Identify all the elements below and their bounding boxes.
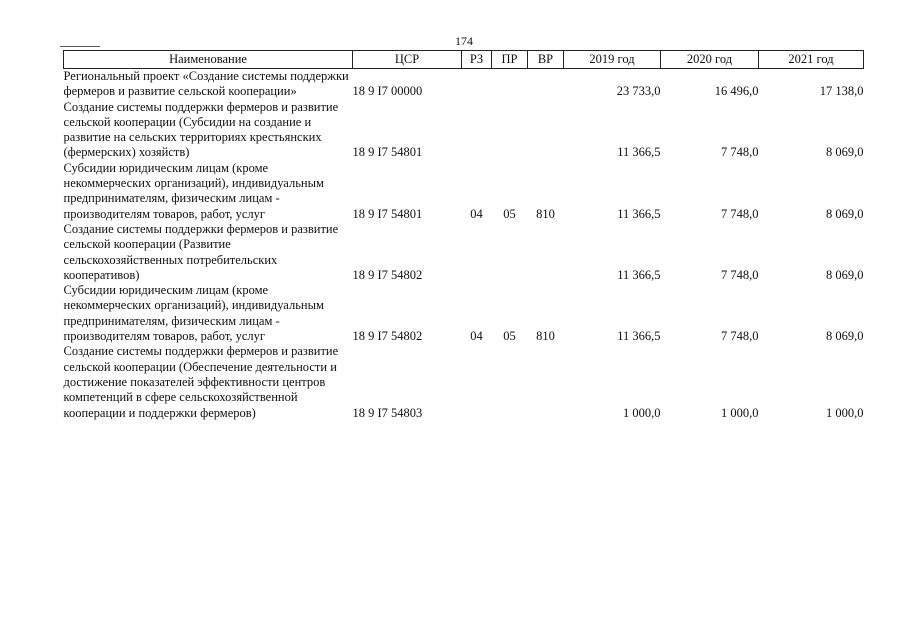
table-row	[64, 161, 864, 222]
row-2020: 7 748,0	[721, 145, 759, 160]
row-name: Создание системы поддержки фермеров и развитие сельской кооперации (Развитие сельскохозяйственных потребительских кооперативов)	[63, 221, 339, 282]
col-header-csr: ЦСР	[353, 51, 462, 69]
row-rz: 04	[470, 206, 483, 221]
row-2021: 1 000,0	[826, 405, 864, 420]
row-rz	[462, 222, 492, 283]
table-row	[64, 100, 864, 161]
table-row	[64, 344, 864, 420]
row-2020: 7 748,0	[721, 329, 759, 344]
col-header-2021: 2021 год	[759, 51, 864, 69]
row-2021: 8 069,0	[826, 267, 864, 282]
table-header-row	[64, 51, 864, 69]
row-name: Создание системы поддержки фермеров и развитие сельской кооперации (Субсидии на создание и развитие на сельских территориях крестьянских (фермерских) хозяйств)	[63, 99, 339, 160]
row-vr: 810	[536, 206, 555, 221]
row-2019: 11 366,5	[617, 206, 661, 221]
row-name: Субсидии юридическим лицам (кроме некоммерческих организаций), индивидуальным предпринимателям, физическим лицам - производителям товаров, работ, услуг	[63, 160, 324, 221]
table-row	[64, 283, 864, 344]
row-name: Субсидии юридическим лицам (кроме некоммерческих организаций), индивидуальным предпринимателям, физическим лицам - производителям товаров, работ, услуг	[63, 283, 324, 344]
row-2021: 8 069,0	[826, 206, 864, 221]
row-pr	[492, 222, 528, 283]
row-vr	[528, 69, 564, 100]
col-header-name: Наименование	[64, 51, 353, 69]
row-vr: 810	[536, 329, 555, 344]
row-rz	[462, 100, 492, 161]
budget-table	[63, 50, 864, 421]
row-csr: 18 9 I7 54802	[352, 267, 423, 282]
row-2021: 17 138,0	[819, 84, 864, 99]
row-2020: 7 748,0	[721, 267, 759, 282]
page-number: 174	[455, 34, 473, 48]
row-vr	[528, 222, 564, 283]
row-csr: 18 9 I7 54801	[352, 206, 423, 221]
row-pr	[492, 344, 528, 420]
row-csr: 18 9 I7 54801	[352, 145, 423, 160]
row-2019: 1 000,0	[623, 405, 661, 420]
table-row	[64, 222, 864, 283]
row-2019: 11 366,5	[617, 267, 661, 282]
col-header-2020: 2020 год	[661, 51, 759, 69]
row-vr	[528, 100, 564, 161]
col-header-pr: ПР	[492, 51, 528, 69]
row-2019: 11 366,5	[617, 145, 661, 160]
row-pr: 05	[503, 206, 516, 221]
row-name: Создание системы поддержки фермеров и развитие сельской кооперации (Обеспечение деятельности и достижение показателей эффективности центров компетенций в сфере сельскохозяйственной кооперации и поддержки фермеров)	[63, 344, 339, 420]
table-row	[64, 69, 864, 100]
col-header-2019: 2019 год	[564, 51, 661, 69]
header-rule	[60, 46, 100, 47]
row-2021: 8 069,0	[826, 329, 864, 344]
row-pr	[492, 100, 528, 161]
col-header-vr: ВР	[528, 51, 564, 69]
row-2019: 11 366,5	[617, 329, 661, 344]
row-2020: 16 496,0	[714, 84, 759, 99]
row-2019: 23 733,0	[616, 84, 661, 99]
row-pr: 05	[503, 329, 516, 344]
row-vr	[528, 344, 564, 420]
row-csr: 18 9 I7 00000	[352, 84, 423, 99]
row-2020: 1 000,0	[721, 405, 759, 420]
row-pr	[492, 69, 528, 100]
col-header-rz: РЗ	[462, 51, 492, 69]
row-rz	[462, 344, 492, 420]
row-rz	[462, 69, 492, 100]
row-csr: 18 9 I7 54802	[352, 329, 423, 344]
row-name: Региональный проект «Создание системы поддержки фермеров и развитие сельской кооперации»	[63, 69, 349, 99]
row-rz: 04	[470, 329, 483, 344]
row-2021: 8 069,0	[826, 145, 864, 160]
row-csr: 18 9 I7 54803	[352, 405, 423, 420]
row-2020: 7 748,0	[721, 206, 759, 221]
